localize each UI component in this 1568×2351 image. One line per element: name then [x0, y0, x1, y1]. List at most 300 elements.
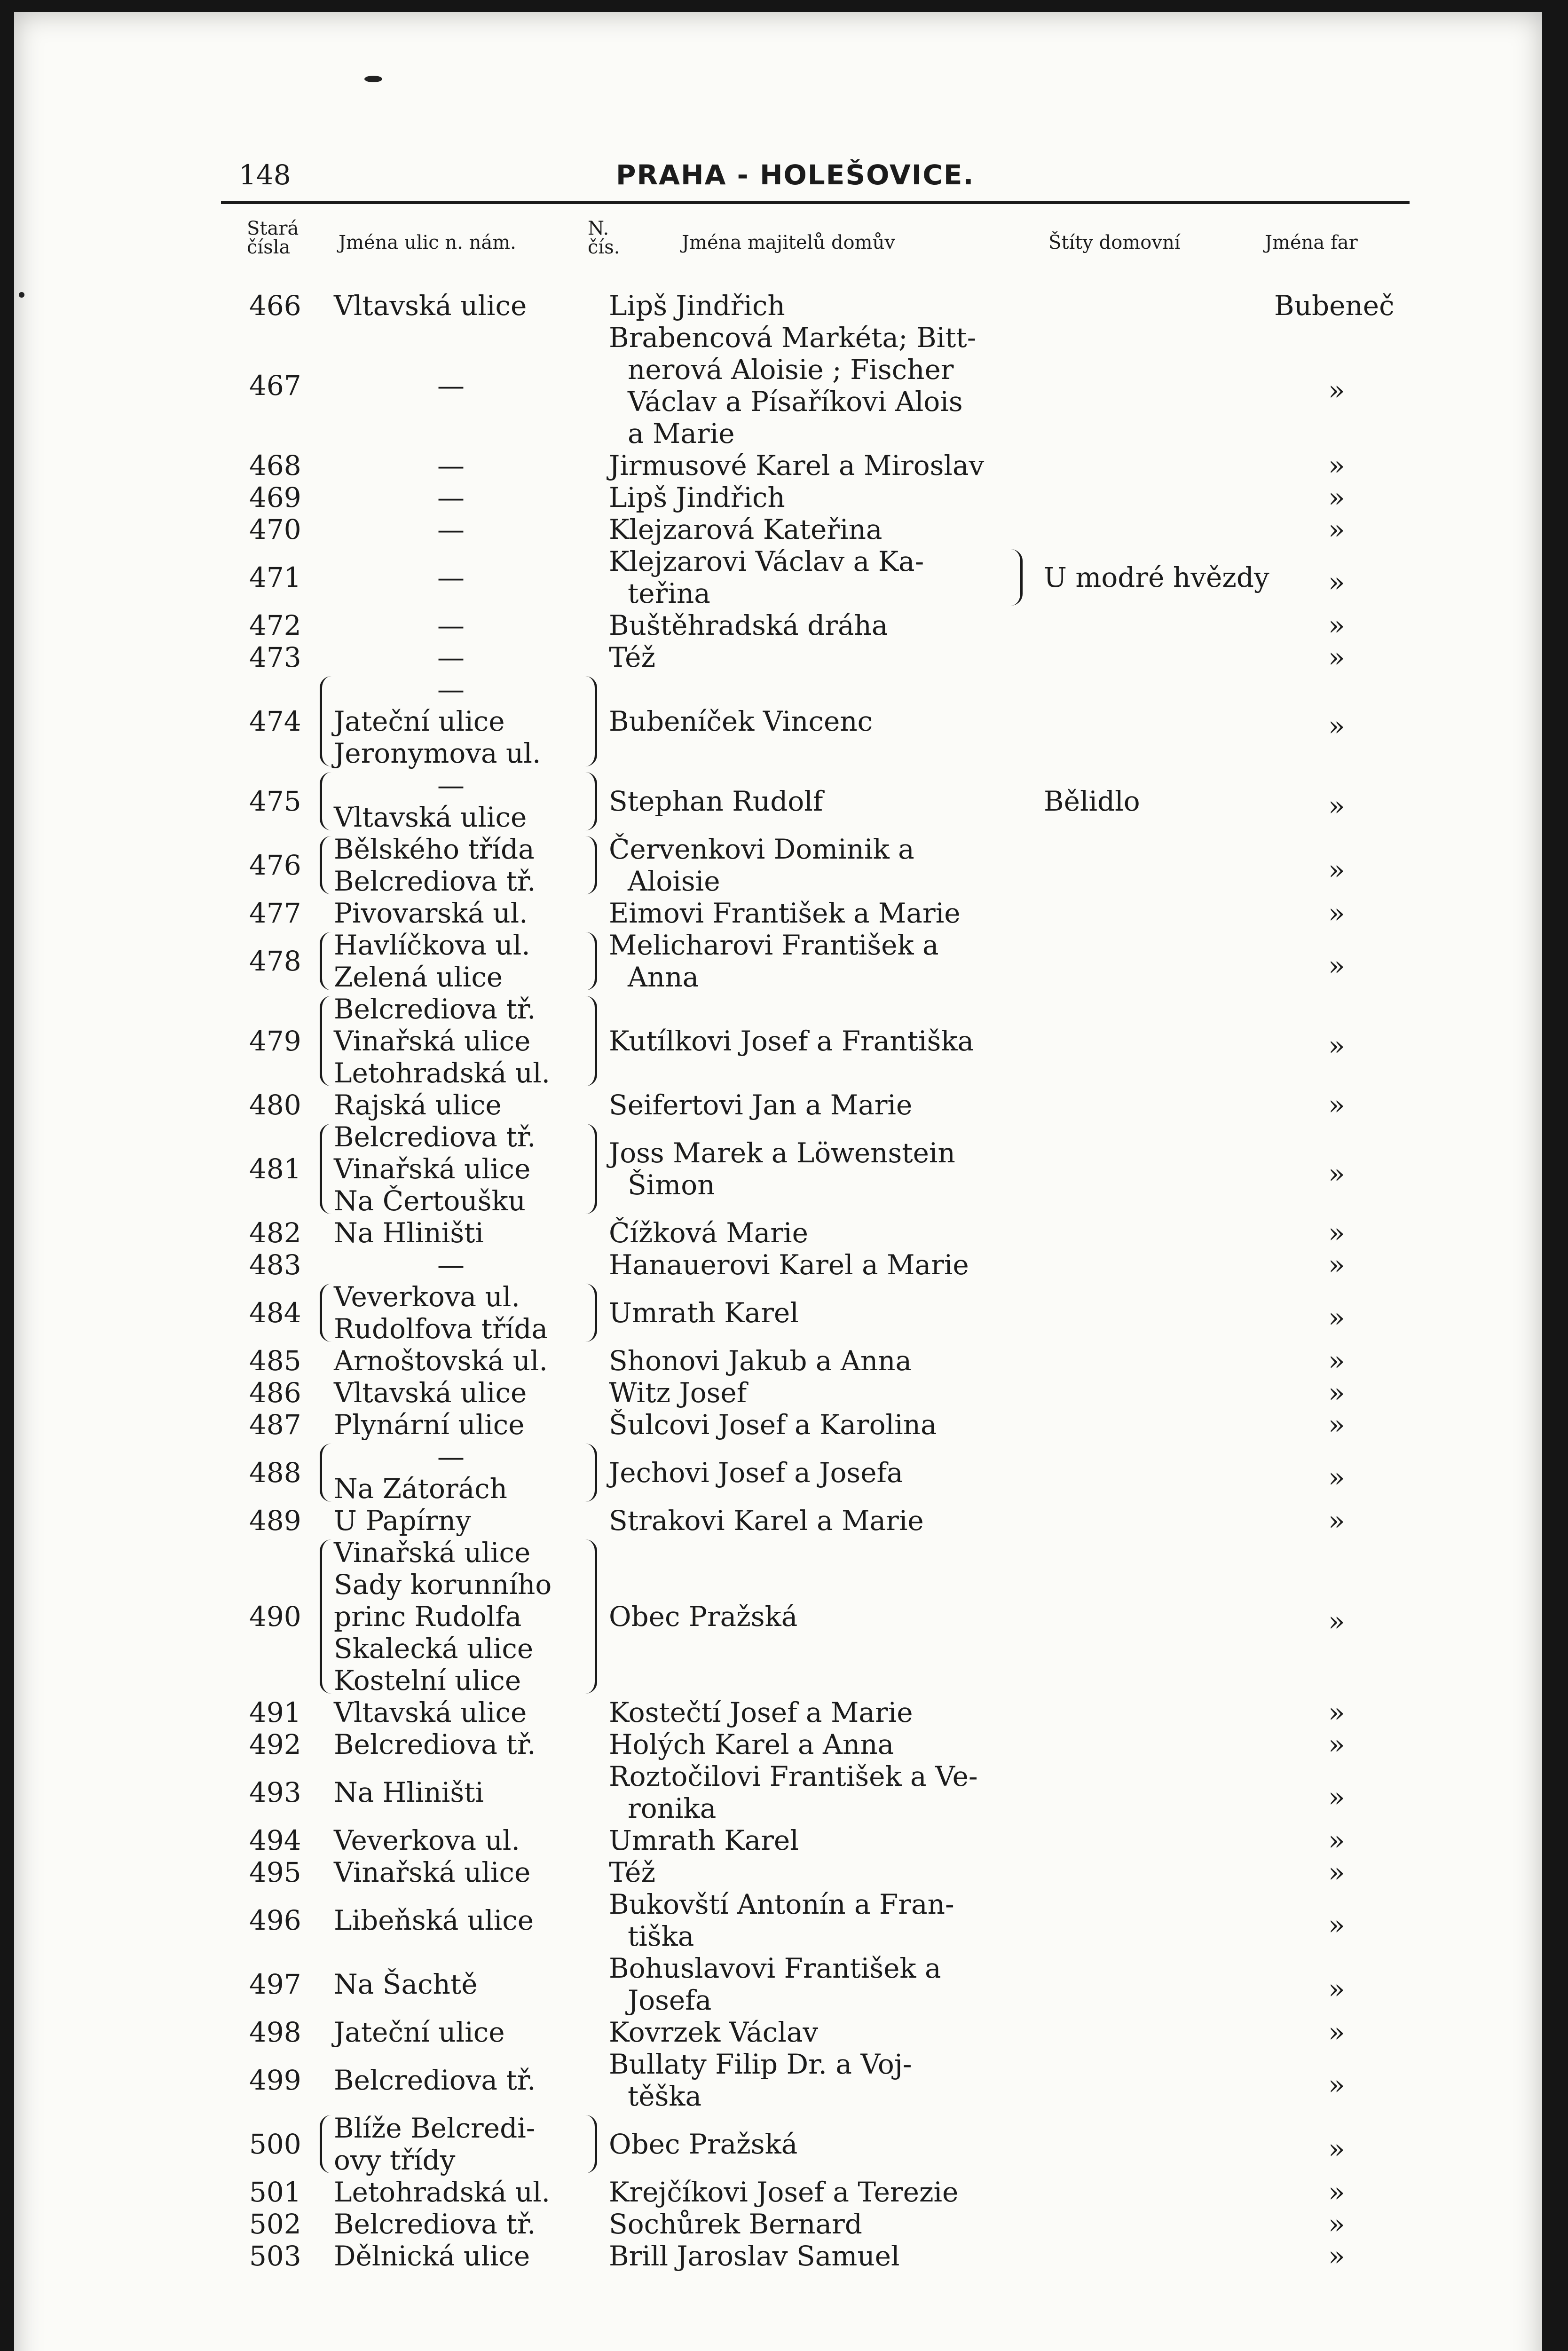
old-number: 480	[249, 1089, 301, 1121]
owner-names	[609, 1952, 1013, 2016]
owner-name-line: Klejzarovi Václav a Ka-	[609, 545, 924, 577]
street-brace-right	[585, 1539, 597, 1694]
table-row	[14, 993, 1542, 1089]
street-names	[334, 833, 597, 897]
street-brace-left	[320, 1539, 331, 1694]
owner-names	[609, 2176, 1013, 2208]
street-name-line: —	[437, 1441, 465, 1473]
street-name-line: Letohradská ul.	[334, 1057, 551, 1089]
old-number: 468	[249, 450, 301, 481]
old-number: 486	[249, 1377, 301, 1409]
street-brace-left	[320, 2115, 331, 2173]
col-header-new-numbers-line1: N.	[588, 218, 609, 239]
street-names	[334, 1856, 597, 1888]
street-brace-right	[585, 1124, 597, 1214]
street-names	[334, 1121, 597, 1217]
parish-name: »	[1328, 641, 1345, 673]
owner-names	[609, 2048, 1013, 2112]
street-brace-left	[320, 836, 331, 894]
table-row	[14, 2048, 1542, 2112]
street-brace-right	[585, 932, 597, 990]
street-name-line: Veverkova ul.	[334, 1281, 520, 1313]
table-row	[14, 1249, 1542, 1281]
street-names	[334, 929, 597, 993]
owner-name-line: teřina	[628, 577, 710, 609]
street-name-line: Jateční ulice	[334, 2016, 505, 2048]
street-name-line: Plynární ulice	[334, 1409, 525, 1441]
owner-name-line: Václav a Písaříkovi Alois	[628, 386, 963, 418]
owner-name-line: Čížková Marie	[609, 1217, 808, 1249]
street-name-line: princ Rudolfa	[334, 1601, 522, 1633]
old-number: 475	[249, 785, 301, 817]
street-brace-right	[585, 1444, 597, 1502]
street-name-line: —	[437, 769, 465, 801]
street-brace-right	[585, 2115, 597, 2173]
table-row	[14, 1409, 1542, 1441]
owner-names	[609, 1377, 1013, 1409]
owner-name-line: Šulcovi Josef a Karolina	[609, 1409, 937, 1441]
street-name-line: Na Zátorách	[334, 1473, 508, 1505]
street-names	[334, 513, 597, 545]
table-row	[14, 1441, 1542, 1505]
street-names	[334, 1409, 597, 1441]
parish-name: »	[1328, 2208, 1345, 2240]
street-names	[334, 1345, 597, 1377]
street-names	[334, 2064, 597, 2096]
table-row	[14, 2176, 1542, 2208]
parish-name: »	[1328, 1089, 1345, 1121]
street-names	[334, 1249, 597, 1281]
owner-name-line: těška	[628, 2080, 702, 2112]
old-number: 474	[249, 705, 301, 737]
parish-name: »	[1328, 2016, 1345, 2048]
owner-names	[609, 2016, 1013, 2048]
owner-names	[609, 450, 1013, 481]
owner-names	[609, 1824, 1013, 1856]
street-brace-left	[320, 1284, 331, 1342]
street-names	[334, 1728, 597, 1760]
street-names	[334, 1089, 597, 1121]
owner-names	[609, 705, 1013, 737]
old-number: 496	[249, 1904, 301, 1936]
old-number: 470	[249, 513, 301, 545]
owner-name-line: Eimovi František a Marie	[609, 897, 961, 929]
street-name-line: Na Šachtě	[334, 1968, 478, 2000]
street-name-line: Belcrediova tř.	[334, 1121, 536, 1153]
register-table	[14, 12, 1542, 2351]
old-number: 501	[249, 2176, 301, 2208]
street-name-line: Kostelní ulice	[334, 1665, 521, 1696]
table-row	[14, 929, 1542, 993]
old-number: 494	[249, 1824, 301, 1856]
street-name-line: Jateční ulice	[334, 705, 505, 737]
parish-name: »	[1328, 1605, 1345, 1637]
street-names	[334, 290, 597, 322]
table-row	[14, 1281, 1542, 1345]
street-brace-right	[585, 772, 597, 830]
street-name-line: Pivovarská ul.	[334, 897, 528, 929]
old-number: 478	[249, 945, 301, 977]
street-brace-right	[585, 996, 597, 1086]
owner-name-line: Červenkovi Dominik a	[609, 833, 914, 865]
owner-name-line: Též	[609, 1856, 656, 1888]
page-number: 148	[239, 159, 291, 191]
street-name-line: Arnoštovská ul.	[334, 1345, 548, 1377]
table-row	[14, 1952, 1542, 2016]
owner-names	[609, 290, 1013, 322]
parish-name: »	[1328, 1249, 1345, 1281]
owner-name-line: ronika	[628, 1792, 717, 1824]
owner-names	[609, 1505, 1013, 1537]
street-name-line: —	[437, 481, 465, 513]
street-name-line: Vltavská ulice	[334, 290, 527, 322]
owner-name-line: Lipš Jindřich	[609, 481, 785, 513]
owner-names	[609, 1297, 1013, 1329]
street-names	[334, 2208, 597, 2240]
owner-name-line: Buštěhradská dráha	[609, 609, 888, 641]
owner-names	[609, 897, 1013, 929]
owner-name-line: Roztočilovi František a Ve-	[609, 1760, 978, 1792]
old-number: 477	[249, 897, 301, 929]
street-name-line: Rajská ulice	[334, 1089, 502, 1121]
old-number: 485	[249, 1345, 301, 1377]
owner-name-line: Holých Karel a Anna	[609, 1728, 894, 1760]
table-row	[14, 1824, 1542, 1856]
owner-names	[609, 1888, 1013, 1952]
table-row	[14, 673, 1542, 769]
street-name-line: Letohradská ul.	[334, 2176, 551, 2208]
street-name-line: —	[437, 1249, 465, 1281]
street-names	[334, 609, 597, 641]
owner-name-line: Obec Pražská	[609, 1601, 798, 1633]
parish-name: »	[1328, 1030, 1345, 1062]
owner-names	[609, 1728, 1013, 1760]
parish-name: »	[1328, 1505, 1345, 1537]
owner-names	[609, 2208, 1013, 2240]
street-names	[334, 1537, 597, 1696]
owner-names	[609, 1696, 1013, 1728]
owner-names	[609, 1856, 1013, 1888]
owner-names	[609, 1025, 1013, 1057]
old-number: 499	[249, 2064, 301, 2096]
old-number: 476	[249, 849, 301, 881]
owner-name-line: Josefa	[628, 1984, 712, 2016]
street-names	[334, 1696, 597, 1728]
street-brace-right	[585, 676, 597, 766]
street-names	[334, 641, 597, 673]
owner-names	[609, 2240, 1013, 2272]
street-name-line: —	[437, 609, 465, 641]
parish-name: »	[1328, 2176, 1345, 2208]
street-name-line: —	[437, 450, 465, 481]
old-number: 482	[249, 1217, 301, 1249]
table-row	[14, 1856, 1542, 1888]
ink-speck	[19, 292, 24, 298]
street-names	[334, 1441, 597, 1505]
table-row	[14, 1217, 1542, 1249]
old-number: 488	[249, 1457, 301, 1489]
owner-name-line: Bullaty Filip Dr. a Voj-	[609, 2048, 912, 2080]
table-row	[14, 1089, 1542, 1121]
parish-name: »	[1328, 2240, 1345, 2272]
street-names	[334, 1968, 597, 2000]
street-brace-left	[320, 996, 331, 1086]
street-name-line: Vltavská ulice	[334, 1377, 527, 1409]
owner-name-line: Bubeníček Vincenc	[609, 705, 873, 737]
old-number: 472	[249, 609, 301, 641]
owner-name-line: Jechovi Josef a Josefa	[609, 1457, 903, 1489]
owner-names	[609, 1760, 1013, 1824]
parish-name: »	[1328, 1377, 1345, 1409]
owner-name-line: Bohuslavovi František a	[609, 1952, 941, 1984]
owner-names	[609, 1345, 1013, 1377]
owner-names	[609, 1089, 1013, 1121]
parish-name: »	[1328, 1781, 1345, 1813]
street-names	[334, 1904, 597, 1936]
street-names	[334, 769, 597, 833]
owner-name-line: Kutílkovi Josef a Františka	[609, 1025, 974, 1057]
table-row	[14, 545, 1542, 609]
table-row	[14, 1377, 1542, 1409]
table-row	[14, 1696, 1542, 1728]
owner-name-line: Klejzarová Kateřina	[609, 513, 882, 545]
owner-name-line: Kovrzek Václav	[609, 2016, 819, 2048]
street-names	[334, 370, 597, 402]
table-row	[14, 290, 1542, 322]
owner-name-line: Též	[609, 641, 656, 673]
parish-name: »	[1328, 1345, 1345, 1377]
parish-name: »	[1328, 513, 1345, 545]
street-name-line: Belcrediova tř.	[334, 865, 536, 897]
owner-name-line: a Marie	[628, 418, 735, 450]
street-name-line: Sady korunního	[334, 1569, 552, 1601]
street-names	[334, 2112, 597, 2176]
table-row	[14, 1728, 1542, 1760]
col-header-old-numbers-line2: čísla	[247, 237, 291, 258]
old-number: 502	[249, 2208, 301, 2240]
table-row	[14, 1537, 1542, 1696]
street-name-line: Vinařská ulice	[334, 1153, 531, 1185]
old-number: 500	[249, 2128, 301, 2160]
house-sign: U modré hvězdy	[1044, 561, 1269, 593]
owner-names	[609, 929, 1013, 993]
street-names	[334, 1505, 597, 1537]
owner-names	[609, 2128, 1013, 2160]
street-names	[334, 1824, 597, 1856]
parish-name: »	[1328, 609, 1345, 641]
street-name-line: —	[437, 641, 465, 673]
old-number: 467	[249, 370, 301, 402]
parish-name: »	[1328, 2133, 1345, 2165]
parish-name: »	[1328, 1973, 1345, 2005]
table-row	[14, 833, 1542, 897]
owner-names	[609, 609, 1013, 641]
owner-name-line: Umrath Karel	[609, 1824, 799, 1856]
old-number: 471	[249, 561, 301, 593]
owner-names	[609, 1601, 1013, 1633]
street-brace-left	[320, 1444, 331, 1502]
old-number: 481	[249, 1153, 301, 1185]
owner-name-line: Lipš Jindřich	[609, 290, 785, 322]
table-row	[14, 2016, 1542, 2048]
street-names	[334, 897, 597, 929]
street-names	[334, 673, 597, 769]
street-name-line: Na Hliništi	[334, 1217, 484, 1249]
street-name-line: Blíže Belcredi-	[334, 2112, 536, 2144]
ink-speck	[364, 76, 382, 82]
owner-name-line: Brabencová Markéta; Bitt-	[609, 322, 977, 354]
street-names	[334, 481, 597, 513]
old-number: 503	[249, 2240, 301, 2272]
owner-names	[609, 1457, 1013, 1489]
parish-name: »	[1328, 897, 1345, 929]
owner-names	[609, 1249, 1013, 1281]
owner-name-line: Bukovští Antonín a Fran-	[609, 1888, 954, 1920]
street-names	[334, 993, 597, 1089]
table-row	[14, 1505, 1542, 1537]
col-header-owners: Jména majitelů domův	[682, 232, 895, 253]
parish-name: »	[1328, 1728, 1345, 1760]
old-number: 484	[249, 1297, 301, 1329]
street-brace-left	[320, 676, 331, 766]
street-name-line: Belcrediova tř.	[334, 2208, 536, 2240]
owner-names	[609, 322, 1013, 450]
street-name-line: —	[437, 561, 465, 593]
street-name-line: Vinařská ulice	[334, 1537, 531, 1569]
old-number: 493	[249, 1776, 301, 1808]
col-header-parishes: Jména far	[1265, 232, 1358, 253]
old-number: 498	[249, 2016, 301, 2048]
street-name-line: ovy třídy	[334, 2144, 456, 2176]
parish-name: »	[1328, 1856, 1345, 1888]
street-name-line: U Papírny	[334, 1505, 471, 1537]
parish-name: »	[1328, 1909, 1345, 1941]
old-number: 490	[249, 1601, 301, 1633]
parish-name: »	[1328, 790, 1345, 822]
street-names	[334, 1377, 597, 1409]
parish-name: »	[1328, 566, 1345, 598]
house-sign: Bělidlo	[1044, 785, 1140, 817]
parish-name: Bubeneč	[1274, 290, 1395, 322]
owner-name-line: Šimon	[628, 1169, 715, 1201]
owner-name-line: Shonovi Jakub a Anna	[609, 1345, 912, 1377]
table-row	[14, 641, 1542, 673]
owner-name-line: Sochůrek Bernard	[609, 2208, 862, 2240]
owner-name-line: Obec Pražská	[609, 2128, 798, 2160]
street-name-line: Bělského třída	[334, 833, 535, 865]
old-number: 489	[249, 1505, 301, 1537]
street-name-line: Vltavská ulice	[334, 801, 527, 833]
street-name-line: Rudolfova třída	[334, 1313, 548, 1345]
street-name-line: Belcrediova tř.	[334, 993, 536, 1025]
street-name-line: —	[437, 370, 465, 402]
owner-name-line: Jirmusové Karel a Miroslav	[609, 450, 985, 481]
parish-name: »	[1328, 710, 1345, 742]
parish-name: »	[1328, 374, 1345, 406]
parish-name: »	[1328, 1302, 1345, 1333]
street-names	[334, 450, 597, 481]
table-row	[14, 1888, 1542, 1952]
table-row	[14, 769, 1542, 833]
street-name-line: Na Čertoušku	[334, 1185, 526, 1217]
owner-names	[609, 785, 1013, 817]
old-number: 473	[249, 641, 301, 673]
owner-name-line: Seifertovi Jan a Marie	[609, 1089, 913, 1121]
street-name-line: —	[437, 513, 465, 545]
old-number: 495	[249, 1856, 301, 1888]
table-row	[14, 1760, 1542, 1824]
col-header-house-signs: Štíty domovní	[1048, 232, 1181, 253]
street-name-line: Zelená ulice	[334, 961, 503, 993]
table-row	[14, 897, 1542, 929]
owner-name-line: Umrath Karel	[609, 1297, 799, 1329]
table-row	[14, 481, 1542, 513]
parish-name: »	[1328, 1409, 1345, 1441]
page-title: PRAHA - HOLEŠOVICE.	[616, 159, 975, 191]
parish-name: »	[1328, 950, 1345, 982]
owner-name-line: tiška	[628, 1920, 694, 1952]
street-name-line: Belcrediova tř.	[334, 2064, 536, 2096]
owner-names	[609, 1137, 1013, 1201]
owner-name-line: Witz Josef	[609, 1377, 747, 1409]
old-number: 479	[249, 1025, 301, 1057]
owner-name-line: Melicharovi František a	[609, 929, 939, 961]
owner-names	[609, 513, 1013, 545]
old-number: 487	[249, 1409, 301, 1441]
street-brace-right	[585, 1284, 597, 1342]
table-row	[14, 2112, 1542, 2176]
owner-name-line: Kostečtí Josef a Marie	[609, 1696, 913, 1728]
street-name-line: Veverkova ul.	[334, 1824, 520, 1856]
old-number: 483	[249, 1249, 301, 1281]
book-page	[14, 12, 1542, 2351]
owner-name-line: Brill Jaroslav Samuel	[609, 2240, 900, 2272]
parish-name: »	[1328, 854, 1345, 886]
col-header-old-numbers-line1: Stará	[247, 218, 299, 239]
owner-name-line: nerová Aloisie ; Fischer	[628, 354, 954, 386]
street-names	[334, 2016, 597, 2048]
street-brace-right	[585, 836, 597, 894]
owner-name-line: Krejčíkovi Josef a Terezie	[609, 2176, 959, 2208]
table-row	[14, 513, 1542, 545]
street-name-line: Skalecká ulice	[334, 1633, 534, 1665]
parish-name: »	[1328, 1696, 1345, 1728]
table-row	[14, 1121, 1542, 1217]
parish-name: »	[1328, 1217, 1345, 1249]
street-name-line: Vinařská ulice	[334, 1856, 531, 1888]
owner-names	[609, 641, 1013, 673]
owner-names	[609, 1409, 1013, 1441]
owner-name-line: Hanauerovi Karel a Marie	[609, 1249, 969, 1281]
street-names	[334, 2240, 597, 2272]
owner-names	[609, 833, 1013, 897]
parish-name: »	[1328, 2069, 1345, 2101]
table-row	[14, 2240, 1542, 2272]
table-row	[14, 609, 1542, 641]
street-name-line: Jeronymova ul.	[334, 737, 541, 769]
street-name-line: Vltavská ulice	[334, 1696, 527, 1728]
street-names	[334, 1217, 597, 1249]
owner-names	[609, 545, 1013, 609]
table-row	[14, 2208, 1542, 2240]
owner-name-line: Strakovi Karel a Marie	[609, 1505, 924, 1537]
owner-name-line: Aloisie	[628, 865, 720, 897]
street-brace-left	[320, 932, 331, 990]
owner-names	[609, 1217, 1013, 1249]
old-number: 492	[249, 1728, 301, 1760]
street-brace-left	[320, 1124, 331, 1214]
parish-name: »	[1328, 450, 1345, 481]
